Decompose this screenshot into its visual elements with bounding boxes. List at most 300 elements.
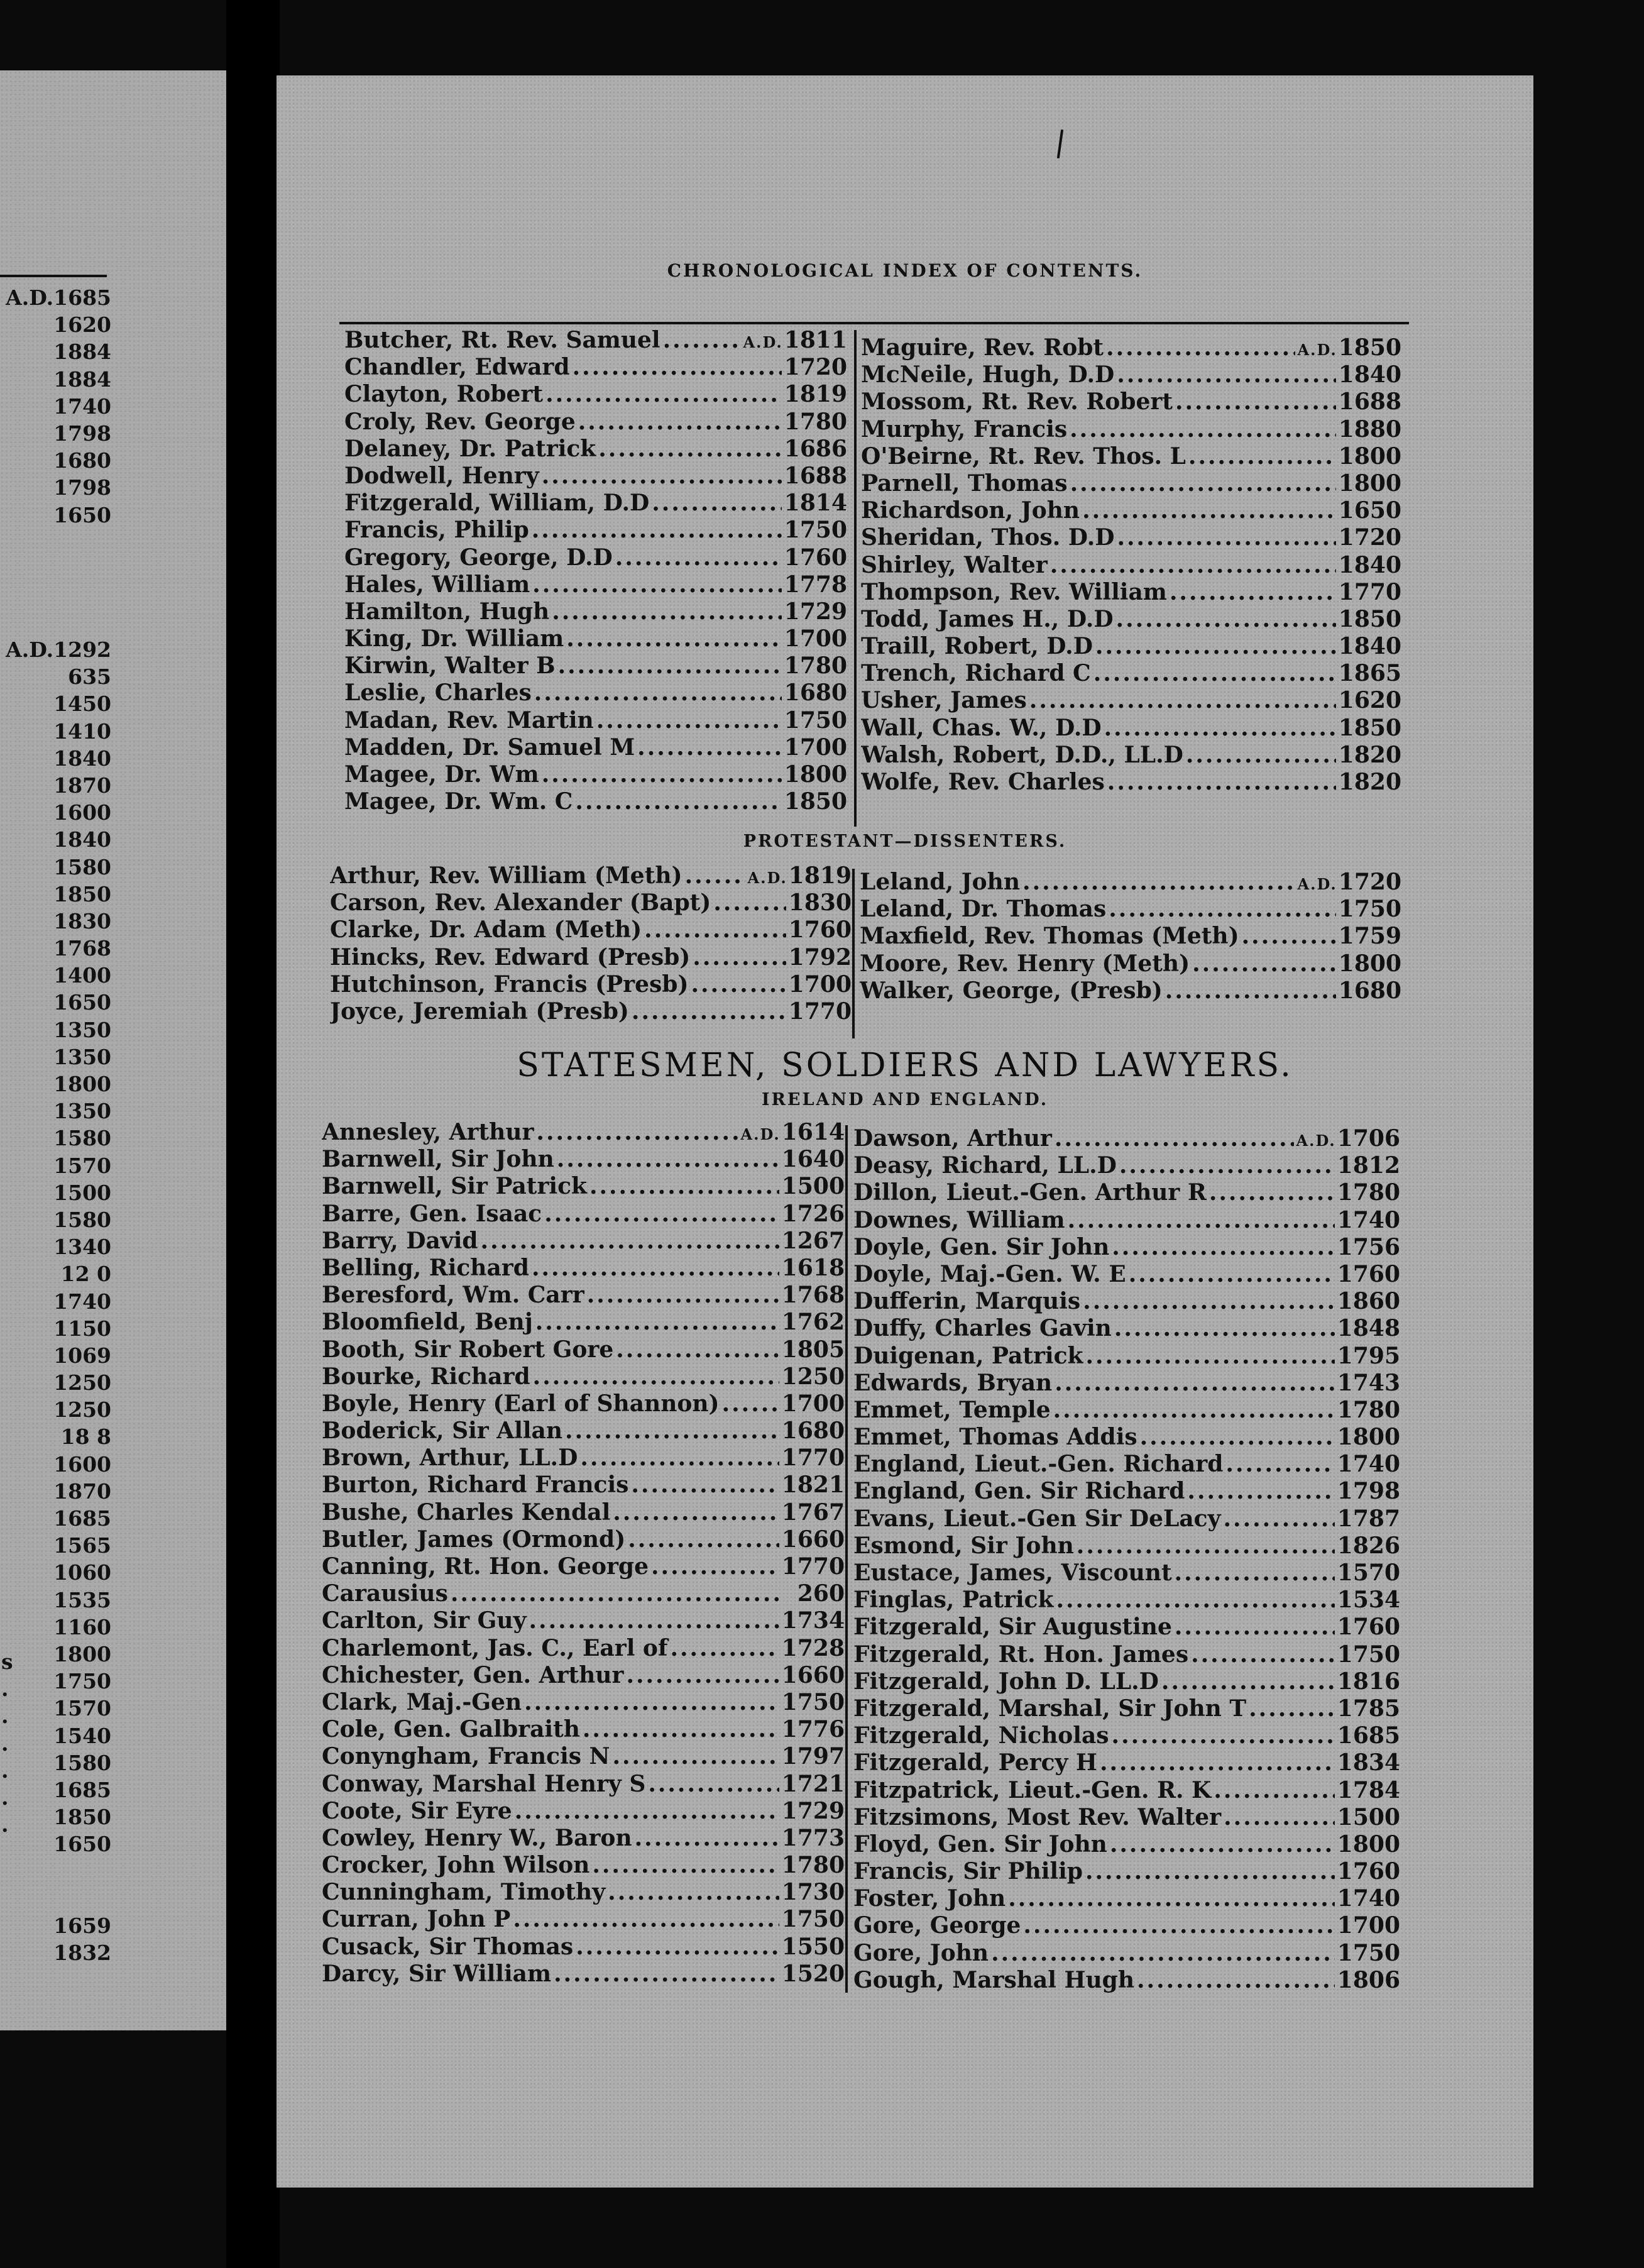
entry-name: Duigenan, Patrick bbox=[853, 1342, 1083, 1369]
index-entry bbox=[853, 1506, 1400, 1533]
entry-year: 1800 bbox=[1338, 950, 1401, 977]
index-entry bbox=[322, 1553, 845, 1580]
left-page-date: 1540 bbox=[53, 1723, 111, 1748]
index-entry bbox=[853, 1560, 1400, 1587]
left-page-date: 1580 bbox=[53, 1207, 111, 1232]
entry-year: 1770 bbox=[1338, 578, 1401, 605]
leader-dots bbox=[1161, 1668, 1335, 1695]
index-entry bbox=[861, 524, 1401, 551]
leader-dots bbox=[1114, 1315, 1335, 1342]
left-page-date: 1500 bbox=[53, 1180, 111, 1205]
left-page-lower-dates bbox=[6, 636, 111, 1966]
index-entry bbox=[322, 1119, 845, 1146]
entry-name: Barre, Gen. Isaac bbox=[322, 1200, 542, 1227]
left-page-date: 1750 bbox=[53, 1669, 111, 1694]
entry-name: Dufferin, Marquis bbox=[853, 1288, 1081, 1315]
entry-year: 1800 bbox=[1337, 1830, 1400, 1858]
index-entry bbox=[853, 1125, 1400, 1152]
entry-year: 1759 bbox=[1338, 923, 1401, 950]
entry-year: 1729 bbox=[781, 1797, 845, 1824]
left-page-date: 1060 bbox=[53, 1560, 111, 1585]
leader-dots bbox=[613, 1499, 779, 1526]
entry-year: 1768 bbox=[781, 1282, 845, 1309]
entry-year: 1806 bbox=[1337, 1966, 1400, 1993]
leader-dots bbox=[1077, 1533, 1335, 1560]
entry-name: Hutchinson, Francis (Presb) bbox=[330, 971, 689, 998]
leader-dots bbox=[1082, 497, 1336, 524]
entry-name: Joyce, Jeremiah (Presb) bbox=[330, 998, 629, 1025]
index-entry bbox=[322, 1635, 845, 1662]
entry-year: 1550 bbox=[781, 1933, 845, 1960]
leader-dots bbox=[1175, 1560, 1335, 1587]
entry-name: Coote, Sir Eyre bbox=[322, 1797, 512, 1824]
column-divider-top bbox=[854, 330, 857, 827]
index-entry bbox=[330, 862, 852, 889]
entry-name: Butcher, Rt. Rev. Samuel bbox=[344, 327, 660, 353]
leader-dots bbox=[1093, 660, 1336, 687]
entry-name: Magee, Dr. Wm. C bbox=[344, 788, 573, 815]
index-entry bbox=[322, 1906, 845, 1933]
left-page-date: 12 0 bbox=[60, 1262, 111, 1287]
entry-year: 1520 bbox=[781, 1960, 845, 1987]
entry-name: Canning, Rt. Hon. George bbox=[322, 1553, 649, 1580]
book-gutter bbox=[226, 0, 280, 2268]
index-entry bbox=[322, 1526, 845, 1553]
index-entry bbox=[853, 1370, 1400, 1397]
index-entry bbox=[861, 660, 1401, 687]
entry-year: 1762 bbox=[781, 1309, 845, 1336]
entry-name: Thompson, Rev. William bbox=[861, 578, 1167, 605]
entry-name: Maxfield, Rev. Thomas (Meth) bbox=[860, 923, 1239, 950]
entry-year: 1800 bbox=[1338, 443, 1401, 470]
entry-year: 1688 bbox=[784, 462, 847, 489]
leader-dots bbox=[513, 1906, 779, 1933]
leader-dots bbox=[529, 1607, 779, 1634]
left-page-date: 1570 bbox=[53, 1696, 111, 1721]
index-entry bbox=[853, 1614, 1400, 1641]
index-entry bbox=[853, 1478, 1400, 1505]
entry-year: 1780 bbox=[784, 408, 847, 435]
left-page-date: 1650 bbox=[53, 502, 111, 527]
index-entry bbox=[344, 327, 847, 354]
index-entry bbox=[853, 1858, 1400, 1885]
entry-year: 1700 bbox=[784, 734, 847, 761]
entry-year: 1770 bbox=[788, 998, 852, 1025]
entry-year: 1730 bbox=[781, 1879, 845, 1906]
entry-name: Moore, Rev. Henry (Meth) bbox=[860, 950, 1190, 977]
left-page-stub: . bbox=[1, 1676, 9, 1702]
entry-year: 1740 bbox=[1337, 1451, 1400, 1478]
entry-name: Annesley, Arthur bbox=[322, 1119, 534, 1145]
left-page-fragment bbox=[0, 70, 226, 2030]
leader-dots bbox=[592, 1852, 779, 1879]
entry-name: Bushe, Charles Kendal bbox=[322, 1499, 611, 1526]
entry-year: 1680 bbox=[784, 680, 847, 707]
left-page-date: 1565 bbox=[53, 1533, 111, 1558]
leader-dots bbox=[1112, 1234, 1335, 1261]
entry-name: Cunningham, Timothy bbox=[322, 1879, 606, 1906]
leader-dots bbox=[632, 998, 786, 1025]
index-entry bbox=[322, 1716, 845, 1743]
left-page-date: 1340 bbox=[53, 1235, 111, 1260]
leader-dots bbox=[663, 327, 741, 354]
index-entry bbox=[860, 950, 1401, 977]
entry-name: Charlemont, Jas. C., Earl of bbox=[322, 1634, 668, 1661]
leader-dots bbox=[685, 862, 745, 889]
leader-dots bbox=[536, 1119, 738, 1146]
index-entry bbox=[344, 517, 847, 544]
index-entry bbox=[853, 1288, 1400, 1315]
entry-name: Gore, John bbox=[853, 1939, 989, 1966]
index-entry bbox=[861, 416, 1401, 443]
entry-year: 1720 bbox=[1338, 869, 1401, 895]
entry-name: Doyle, Gen. Sir John bbox=[853, 1233, 1110, 1260]
left-page-date: 1680 bbox=[53, 448, 111, 473]
leader-dots bbox=[1187, 1478, 1334, 1505]
leader-dots bbox=[1008, 1885, 1335, 1912]
entry-year: 1850 bbox=[784, 788, 847, 815]
entry-name: Eustace, James, Viscount bbox=[853, 1560, 1172, 1586]
index-entry bbox=[322, 1363, 845, 1390]
entry-name: Carlton, Sir Guy bbox=[322, 1607, 527, 1634]
index-entry bbox=[344, 652, 847, 680]
entry-name: Booth, Sir Robert Gore bbox=[322, 1336, 614, 1363]
index-entry bbox=[853, 1885, 1400, 1912]
page-title: CHRONOLOGICAL INDEX OF CONTENTS. bbox=[667, 260, 1143, 281]
entry-name: Todd, James H., D.D bbox=[861, 605, 1114, 632]
leader-dots bbox=[552, 598, 782, 625]
leader-dots bbox=[1188, 443, 1336, 470]
index-entry bbox=[344, 761, 847, 788]
leader-dots bbox=[1070, 470, 1336, 497]
index-entry bbox=[344, 409, 847, 436]
index-entry bbox=[861, 769, 1401, 796]
entry-name: Crocker, John Wilson bbox=[322, 1852, 590, 1879]
leader-dots bbox=[1110, 1831, 1335, 1858]
leader-dots bbox=[713, 889, 786, 917]
entry-year: 1773 bbox=[781, 1824, 845, 1851]
index-entry bbox=[322, 1472, 845, 1499]
leader-dots bbox=[1116, 606, 1336, 633]
left-page-date: 1870 bbox=[53, 773, 111, 798]
entry-year: 1740 bbox=[1337, 1206, 1400, 1233]
leader-dots bbox=[651, 1553, 779, 1580]
entry-year: 1760 bbox=[1337, 1858, 1400, 1885]
index-entry bbox=[322, 1201, 845, 1228]
entry-year: 1850 bbox=[1338, 334, 1401, 361]
leader-dots bbox=[1106, 334, 1295, 361]
leader-dots bbox=[628, 1526, 779, 1553]
left-page-date: 1350 bbox=[53, 1044, 111, 1069]
entry-year: 1798 bbox=[1337, 1478, 1400, 1505]
entry-name: Dawson, Arthur bbox=[853, 1125, 1052, 1152]
left-page-date: 1150 bbox=[53, 1316, 111, 1341]
entry-year: 1720 bbox=[784, 354, 847, 381]
left-page-date: 1600 bbox=[53, 1451, 111, 1477]
entry-name: Cusack, Sir Thomas bbox=[322, 1933, 574, 1960]
entry-name: Edwards, Bryan bbox=[853, 1369, 1053, 1396]
entry-year: 1805 bbox=[781, 1336, 845, 1363]
leader-dots bbox=[532, 571, 782, 598]
entry-name: O'Beirne, Rt. Rev. Thos. L bbox=[861, 443, 1186, 470]
leader-dots bbox=[1191, 1641, 1335, 1668]
left-page-date: 1620 bbox=[53, 312, 111, 338]
entry-name: Clayton, Robert bbox=[344, 381, 544, 408]
left-page-date: 1410 bbox=[53, 718, 111, 744]
index-entry bbox=[853, 1587, 1400, 1614]
section-heading-statesmen: STATESMEN, SOLDIERS AND LAWYERS. bbox=[517, 1047, 1293, 1084]
left-page-date: 1884 bbox=[53, 339, 111, 365]
entry-name: Chandler, Edward bbox=[344, 354, 570, 381]
entry-name: Emmet, Temple bbox=[853, 1396, 1051, 1423]
leader-dots bbox=[1175, 1614, 1335, 1641]
entry-name: Richardson, John bbox=[861, 497, 1080, 524]
leader-dots bbox=[722, 1390, 779, 1418]
index-entry bbox=[344, 707, 847, 734]
index-entry bbox=[853, 1722, 1400, 1749]
index-entry bbox=[860, 923, 1401, 950]
entry-name: Doyle, Maj.-Gen. W. E bbox=[853, 1260, 1126, 1287]
column-divider-dissenters bbox=[852, 869, 855, 1038]
entry-name: Fitzgerald, John D. LL.D bbox=[853, 1668, 1159, 1695]
leader-dots bbox=[1029, 687, 1336, 714]
leader-dots bbox=[670, 1635, 779, 1662]
index-entry bbox=[344, 598, 847, 625]
leader-dots bbox=[557, 1146, 779, 1173]
left-page-date: 1535 bbox=[53, 1587, 111, 1612]
index-entry bbox=[344, 463, 847, 490]
left-page-date: 635 bbox=[68, 664, 111, 690]
entry-name: Fitzgerald, William, D.D bbox=[344, 490, 650, 517]
entry-year: 1750 bbox=[781, 1688, 845, 1715]
leader-dots bbox=[481, 1228, 779, 1255]
index-entry bbox=[322, 1662, 845, 1689]
entry-year: 1814 bbox=[784, 490, 847, 517]
leader-dots bbox=[1055, 1125, 1294, 1152]
entry-year: 1728 bbox=[781, 1634, 845, 1661]
entry-year: 1686 bbox=[784, 435, 847, 462]
entry-name: Beresford, Wm. Carr bbox=[322, 1282, 584, 1309]
index-entry bbox=[853, 1424, 1400, 1451]
leader-dots bbox=[631, 1472, 779, 1499]
leader-dots bbox=[1249, 1695, 1335, 1722]
entry-name: Trench, Richard C bbox=[861, 660, 1091, 687]
index-entry bbox=[853, 1641, 1400, 1668]
index-entry bbox=[853, 1207, 1400, 1234]
entry-name: Mossom, Rt. Rev. Robert bbox=[861, 388, 1173, 416]
leader-dots bbox=[644, 917, 786, 944]
index-entry bbox=[853, 1234, 1400, 1261]
entry-year: 1267 bbox=[781, 1227, 845, 1254]
index-page bbox=[277, 75, 1533, 2188]
entry-year: 1767 bbox=[781, 1499, 845, 1526]
leader-dots bbox=[1085, 1858, 1335, 1885]
entry-name: Clarke, Dr. Adam (Meth) bbox=[330, 917, 642, 944]
ad-label: A.D. bbox=[1296, 1131, 1336, 1150]
entry-name: Clark, Maj.-Gen bbox=[322, 1688, 522, 1715]
index-entry bbox=[861, 606, 1401, 633]
entry-year: 1880 bbox=[1338, 416, 1401, 443]
entry-year: 1250 bbox=[781, 1363, 845, 1390]
index-entry bbox=[860, 977, 1401, 1005]
left-page-date: 1840 bbox=[53, 827, 111, 852]
index-entry bbox=[860, 896, 1401, 923]
index-entry bbox=[322, 1336, 845, 1363]
index-entry bbox=[322, 1580, 845, 1607]
index-entry bbox=[861, 497, 1401, 524]
entry-year: 1826 bbox=[1337, 1532, 1400, 1559]
title-rule bbox=[339, 322, 1409, 324]
entry-name: Usher, James bbox=[861, 687, 1027, 714]
left-page-date: 1840 bbox=[53, 746, 111, 771]
left-page-date: 1685 bbox=[53, 1777, 111, 1802]
entry-year: 1570 bbox=[1337, 1560, 1400, 1586]
entry-year: 1729 bbox=[784, 598, 847, 625]
entry-year: 1785 bbox=[1337, 1695, 1400, 1722]
entry-year: 1800 bbox=[1337, 1424, 1400, 1451]
entry-year: 1819 bbox=[788, 862, 852, 889]
leader-dots bbox=[534, 680, 782, 707]
entry-year: 1750 bbox=[781, 1906, 845, 1933]
entry-year: 1750 bbox=[1337, 1939, 1400, 1966]
index-entry bbox=[344, 381, 847, 408]
entry-year: 1685 bbox=[1337, 1722, 1400, 1749]
leader-dots bbox=[612, 1743, 779, 1770]
left-page-stub-marks bbox=[1, 1648, 13, 1838]
section-heading-dissenters: PROTESTANT—DISSENTERS. bbox=[743, 832, 1067, 851]
entry-year: 1800 bbox=[784, 761, 847, 788]
leader-dots bbox=[1170, 579, 1336, 606]
entry-name: Leland, Dr. Thomas bbox=[860, 896, 1107, 923]
left-page-date: 1740 bbox=[53, 1289, 111, 1314]
left-page-date: 1250 bbox=[53, 1397, 111, 1423]
entry-name: Barnwell, Sir John bbox=[322, 1146, 554, 1173]
left-page-stub: . bbox=[1, 1704, 9, 1729]
entry-name: Maguire, Rev. Robt bbox=[861, 334, 1104, 361]
entry-name: Fitzgerald, Nicholas bbox=[853, 1722, 1109, 1749]
entry-year: 1726 bbox=[781, 1200, 845, 1227]
entry-name: Emmet, Thomas Addis bbox=[853, 1424, 1137, 1451]
index-entry bbox=[861, 470, 1401, 497]
entry-year: 1800 bbox=[1338, 470, 1401, 497]
index-column-statesmen-right bbox=[853, 1125, 1400, 1994]
left-page-date: 1798 bbox=[53, 475, 111, 500]
entry-year: 1680 bbox=[781, 1418, 845, 1445]
entry-year: 1792 bbox=[788, 944, 852, 971]
leader-dots bbox=[1022, 869, 1295, 896]
index-entry bbox=[853, 1668, 1400, 1695]
index-entry bbox=[322, 1934, 845, 1961]
leader-dots bbox=[1117, 361, 1336, 388]
left-page-date: A.D.1292 bbox=[6, 637, 111, 662]
entry-year: 1706 bbox=[1337, 1125, 1400, 1152]
leader-dots bbox=[583, 1716, 779, 1743]
left-page-date: 1650 bbox=[53, 1832, 111, 1857]
entry-name: Conway, Marshal Henry S bbox=[322, 1770, 646, 1797]
leader-dots bbox=[1186, 742, 1336, 769]
index-entry bbox=[322, 1689, 845, 1716]
left-page-date bbox=[6, 1885, 111, 1912]
entry-year: 1700 bbox=[781, 1390, 845, 1417]
leader-dots bbox=[532, 1255, 779, 1282]
leader-dots bbox=[596, 707, 782, 734]
leader-dots bbox=[1050, 552, 1336, 579]
entry-name: Hamilton, Hugh bbox=[344, 598, 550, 625]
index-entry bbox=[860, 869, 1401, 896]
leader-dots bbox=[1056, 1587, 1334, 1614]
entry-name: Fitzgerald, Percy H bbox=[853, 1749, 1097, 1776]
entry-name: Barnwell, Sir Patrick bbox=[322, 1173, 587, 1200]
entry-name: Carausius bbox=[322, 1580, 448, 1607]
leader-dots bbox=[565, 1418, 779, 1445]
index-entry bbox=[344, 734, 847, 761]
leader-dots bbox=[1083, 1288, 1335, 1315]
index-entry bbox=[322, 1879, 845, 1906]
left-page-stub: . bbox=[1, 1758, 9, 1783]
leader-dots bbox=[532, 517, 782, 544]
entry-year: 1734 bbox=[781, 1607, 845, 1634]
left-page-stub: s bbox=[1, 1649, 13, 1674]
index-entry bbox=[330, 889, 852, 917]
index-entry bbox=[322, 1499, 845, 1526]
entry-name: McNeile, Hugh, D.D bbox=[861, 361, 1115, 388]
leader-dots bbox=[1129, 1261, 1335, 1288]
left-page-stub: . bbox=[1, 1785, 9, 1810]
entry-name: Traill, Robert, D.D bbox=[861, 633, 1093, 660]
index-entry bbox=[853, 1451, 1400, 1478]
entry-name: Francis, Philip bbox=[344, 517, 529, 544]
left-page-date: 1580 bbox=[53, 1126, 111, 1151]
left-page-date: 1350 bbox=[53, 1099, 111, 1124]
index-entry bbox=[322, 1825, 845, 1852]
leader-dots bbox=[1100, 1749, 1335, 1776]
leader-dots bbox=[1109, 896, 1336, 923]
entry-year: 1660 bbox=[781, 1661, 845, 1688]
entry-name: Carson, Rev. Alexander (Bapt) bbox=[330, 889, 711, 917]
entry-name: Deasy, Richard, LL.D bbox=[853, 1152, 1117, 1179]
leader-dots bbox=[1175, 388, 1336, 416]
index-column-dissenters-right bbox=[860, 869, 1401, 1005]
left-page-date: 1768 bbox=[53, 936, 111, 961]
entry-name: England, Gen. Sir Richard bbox=[853, 1478, 1185, 1505]
paper-mark bbox=[1057, 129, 1063, 158]
ad-label: A.D. bbox=[1297, 875, 1337, 893]
left-page-date: A.D.1685 bbox=[6, 285, 111, 310]
entry-year: 1750 bbox=[784, 517, 847, 544]
index-entry bbox=[344, 788, 847, 815]
index-entry bbox=[853, 1695, 1400, 1722]
leader-dots bbox=[1209, 1179, 1335, 1206]
entry-name: Gore, George bbox=[853, 1912, 1021, 1939]
entry-name: Boyle, Henry (Earl of Shannon) bbox=[322, 1390, 720, 1417]
leader-dots bbox=[635, 1825, 779, 1852]
left-page-date: 1350 bbox=[53, 1017, 111, 1042]
left-page-date bbox=[6, 1858, 111, 1885]
entry-year: 1720 bbox=[1338, 524, 1401, 551]
entry-name: Dillon, Lieut.-Gen. Arthur R bbox=[853, 1179, 1207, 1206]
entry-year: 1700 bbox=[1337, 1912, 1400, 1939]
leader-dots bbox=[693, 944, 786, 971]
entry-year: 1770 bbox=[781, 1553, 845, 1580]
entry-name: Gough, Marshal Hugh bbox=[853, 1966, 1134, 1993]
entry-name: Finglas, Patrick bbox=[853, 1587, 1054, 1614]
index-entry bbox=[322, 1173, 845, 1200]
leader-dots bbox=[648, 1771, 779, 1798]
entry-name: Leland, John bbox=[860, 869, 1021, 895]
entry-year: 1860 bbox=[1337, 1288, 1400, 1315]
entry-year: 1778 bbox=[784, 571, 847, 598]
left-page-date: 1659 bbox=[53, 1913, 111, 1938]
